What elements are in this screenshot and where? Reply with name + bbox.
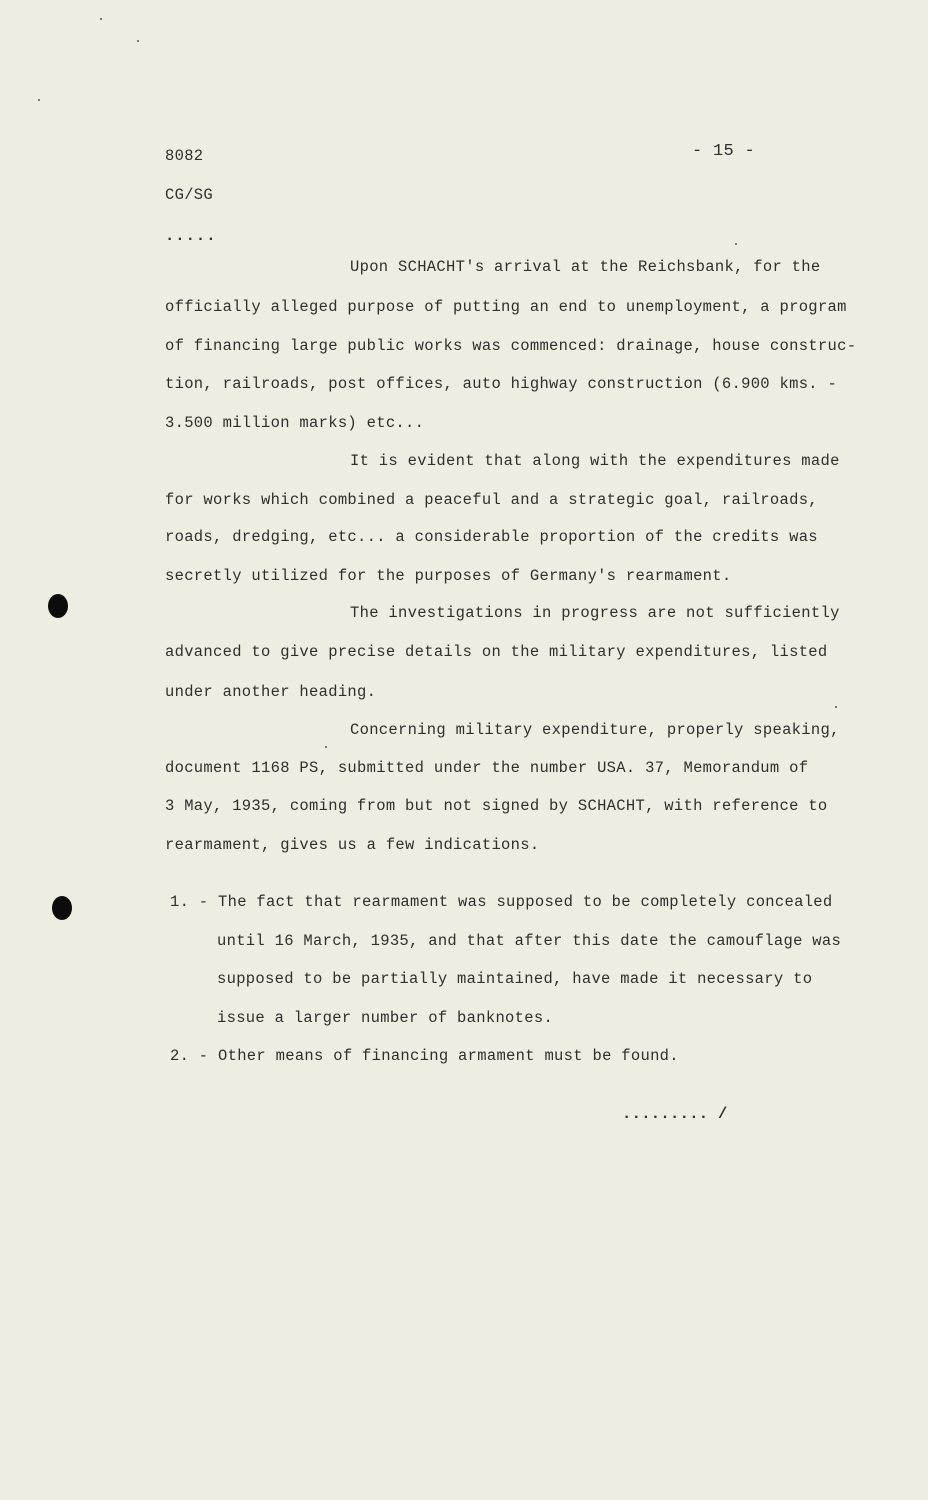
list-item-line: supposed to be partially maintained, have made it necessary to <box>217 970 813 988</box>
speck <box>735 243 737 245</box>
body-line: officially alleged purpose of putting an end to unemployment, a program <box>165 298 847 316</box>
document-number: 8082 <box>165 147 204 165</box>
speck <box>100 18 102 20</box>
list-item-line: until 16 March, 1935, and that after this date the camouflage was <box>217 932 842 950</box>
body-line: for works which combined a peaceful and a strategic goal, railroads, <box>165 491 818 509</box>
body-line: It is evident that along with the expenditures made <box>350 452 840 470</box>
speck <box>835 706 837 708</box>
speck <box>137 40 139 42</box>
body-line: roads, dredging, etc... a considerable proportion of the credits was <box>165 528 818 546</box>
list-item-line: 2. - Other means of financing armament must be found. <box>170 1047 679 1065</box>
body-line: advanced to give precise details on the military expenditures, listed <box>165 643 828 661</box>
continuation-mark: ......... / <box>622 1105 728 1123</box>
list-item-line: 1. - The fact that rearmament was supposed to be completely concealed <box>170 893 833 911</box>
body-line: 3 May, 1935, coming from but not signed by SCHACHT, with reference to <box>165 797 828 815</box>
header-dots: ..... <box>165 227 217 245</box>
speck <box>38 99 40 101</box>
body-line: 3.500 million marks) etc... <box>165 414 425 432</box>
body-line: rearmament, gives us a few indications. <box>165 836 540 854</box>
body-line: of financing large public works was commenced: drainage, house construc- <box>165 337 857 355</box>
body-line: document 1168 PS, submitted under the number USA. 37, Memorandum of <box>165 759 809 777</box>
body-line: The investigations in progress are not sufficiently <box>350 604 840 622</box>
speck <box>325 746 327 748</box>
reference-code: CG/SG <box>165 186 214 204</box>
body-line: under another heading. <box>165 683 377 701</box>
body-line: Upon SCHACHT's arrival at the Reichsbank, for the <box>350 258 821 276</box>
punch-hole-top <box>48 594 68 618</box>
body-line: secretly utilized for the purposes of Germany's rearmament. <box>165 567 732 585</box>
punch-hole-bottom <box>52 896 72 920</box>
page-number: - 15 - <box>692 142 756 161</box>
list-item-line: issue a larger number of banknotes. <box>217 1009 554 1027</box>
body-line: tion, railroads, post offices, auto highway construction (6.900 kms. - <box>165 375 838 393</box>
body-line: Concerning military expenditure, properly speaking, <box>350 721 840 739</box>
